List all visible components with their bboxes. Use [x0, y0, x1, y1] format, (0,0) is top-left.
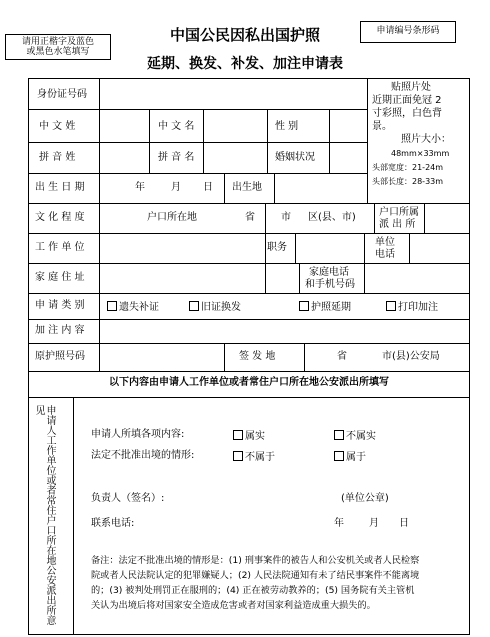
label-city: 市 [281, 212, 291, 223]
label-issue-city: 市(县)公安局 [382, 351, 440, 362]
label-month: 月 [171, 182, 181, 193]
remark-line-1: 备注：法定不批准出境的情形是：(1) 刑事案件的被告人和公安机关或者人民检察 [91, 555, 420, 566]
label-py-given: 拼 音 名 [158, 152, 195, 163]
photo-line-6: 48mm×33mm [391, 149, 450, 158]
label-id-number: 身份证号码 [37, 89, 87, 100]
label-marital: 婚姻状况 [275, 152, 315, 163]
photo-line-3: 寸彩照，白色背 [372, 108, 442, 119]
opinion-belong-label: 属于 [346, 452, 366, 463]
remark-line-2: 院或者人民法院认定的犯罪嫌疑人；(2) 人民法院通知有未了结民事案件不能离境 [91, 570, 420, 581]
label-day: 日 [203, 182, 213, 193]
label-issue-place: 签 发 地 [239, 351, 276, 362]
label-cn-surname: 中 文 姓 [39, 121, 76, 132]
photo-line-1: 贴照片处 [391, 82, 431, 93]
option-extend-label: 护照延期 [311, 302, 351, 313]
instruction-line-1: 请用正楷字及蓝色 [21, 37, 94, 47]
remark-line-4: 关认为出境后将对国家安全造成危害或者对国家利益造成重大损失的。 [91, 600, 376, 611]
barcode-box [360, 21, 456, 43]
opinion-not-belong[interactable] [233, 451, 275, 463]
label-address: 家 庭 住 址 [35, 272, 85, 283]
opinion-untrue[interactable] [334, 430, 376, 442]
label-employer: 工 作 单 位 [35, 242, 85, 253]
opinion-not-belong-label: 不属于 [245, 452, 275, 463]
opinion-true-label: 属实 [245, 431, 265, 442]
opinion-month: 月 [369, 518, 379, 529]
option-lost-label: 遗失补证 [119, 302, 159, 313]
photo-line-8: 头部长度：28-33m [372, 177, 444, 186]
opinion-q2: 法定不批准出境的情形: [91, 450, 195, 461]
opinion-head: 负责人（签名）: [91, 493, 165, 504]
label-sex: 性 别 [275, 121, 299, 132]
label-education: 文 化 程 度 [35, 212, 85, 223]
label-old-passport: 原护照号码 [35, 351, 85, 362]
opinion-year: 年 [334, 518, 344, 529]
form-subtitle: 延期、换发、补发、加注申请表 [147, 56, 343, 72]
option-endorse-label: 打印加注 [398, 302, 438, 313]
label-province: 省 [245, 212, 255, 223]
label-police-2: 派 出 所 [379, 219, 416, 230]
label-birthplace: 出生地 [232, 182, 262, 193]
option-renew-old[interactable] [189, 301, 241, 313]
label-homephone-2: 和手机号码 [305, 279, 355, 290]
label-cn-given: 中 文 名 [158, 121, 195, 132]
label-year: 年 [135, 182, 145, 193]
option-extend[interactable] [299, 301, 351, 313]
remark-line-3: 的；(3) 被判处刑罚正在服刑的；(4) 正在被劳动教养的；(5) 国务院有关主管机 [91, 585, 415, 596]
label-apply-type: 申 请 类 别 [35, 300, 85, 311]
opinion-side-label: 申请人工作单位或者常住户口所在地公安派出所意见 [33, 405, 55, 625]
opinion-seal: (单位公章) [341, 493, 389, 504]
opinion-day: 日 [399, 518, 409, 529]
label-unit-1: 单位 [375, 237, 395, 248]
label-endorse-content: 加 注 内 容 [35, 325, 85, 336]
opinion-phone: 联系电话: [91, 518, 135, 529]
label-hukou: 户口所在地 [147, 212, 197, 223]
form-title: 中国公民因私出国护照 [169, 26, 320, 44]
label-unit-2: 电话 [375, 249, 395, 260]
barcode-label: 申请编号条形码 [376, 26, 440, 36]
instruction-line-2: 或黑色水笔填写 [26, 47, 90, 57]
label-police-1: 户口所属 [379, 207, 419, 218]
section-header: 以下内容由申请人工作单位或者常住户口所在地公安派出所填写 [109, 377, 389, 388]
option-endorse[interactable] [386, 301, 438, 313]
photo-line-4: 景。 [372, 121, 392, 132]
photo-line-7: 头部宽度：21-24m [372, 163, 444, 172]
opinion-belong[interactable] [334, 451, 366, 463]
option-renew-old-label: 旧证换发 [201, 302, 241, 313]
application-form [28, 78, 470, 635]
label-homephone-1: 家庭电话 [309, 267, 349, 278]
label-py-surname: 拼 音 姓 [39, 152, 76, 163]
opinion-q1: 申请人所填各项内容: [91, 429, 185, 440]
label-position: 职务 [267, 242, 287, 253]
photo-line-2: 近期正面免冠 2 [372, 95, 442, 106]
photo-line-5: 照片大小： [401, 134, 451, 145]
instruction-note-box [5, 34, 111, 60]
opinion-untrue-label: 不属实 [346, 431, 376, 442]
label-issue-province: 省 [337, 351, 347, 362]
label-dob: 出 生 日 期 [35, 182, 85, 193]
option-lost[interactable] [107, 301, 159, 313]
label-district: 区(县、市) [308, 212, 356, 223]
opinion-true[interactable] [233, 430, 265, 442]
